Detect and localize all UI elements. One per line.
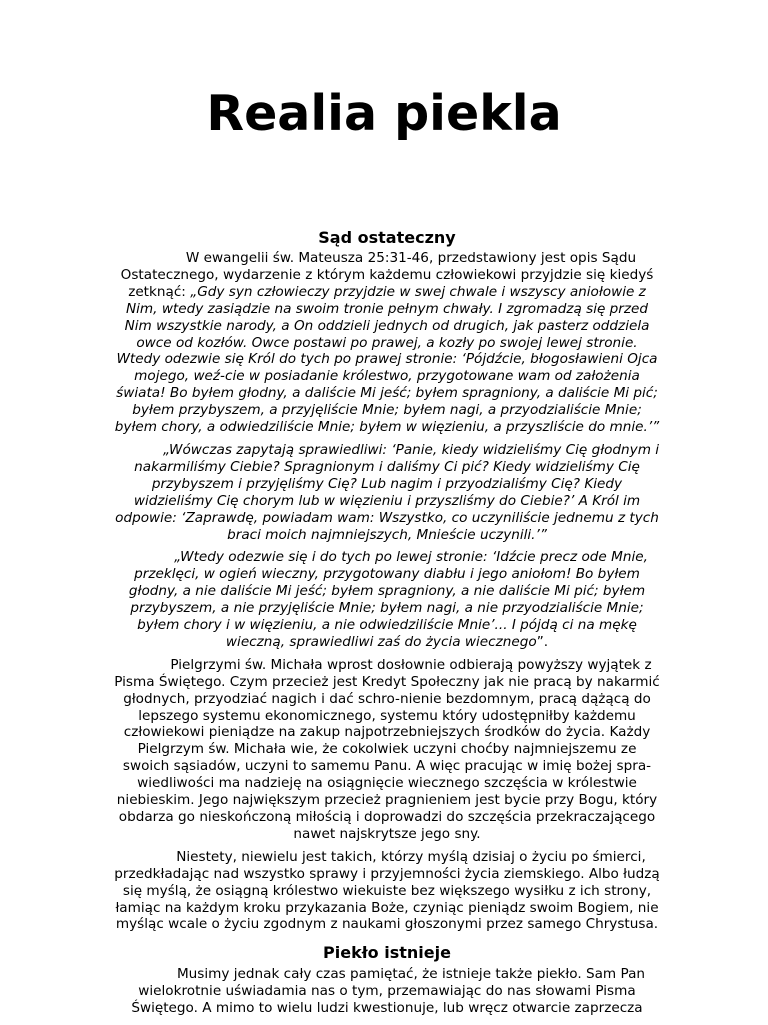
gospel-quote: „Gdy syn człowieczy przyjdzie w swej chwale i wszyscy aniołowie z Nim, wtedy zasiądzie na swoim tronie pełnym chwały. I zgromadzą się przed Nim wszystkie narody, a On oddzieli jednych od drugich, jak pasterz oddziela owce od kozłów. Owce postawi po prawej, a kozły po swojej lewej stronie. Wtedy odezwie się Król do tych po prawej stronie: ‘Pójdźcie, błogosławieni Ojca mojego, weź-cie w posiadanie królestwo, przygotowane wam od założenia świata! Bo byłem głodny, a daliście Mi jeść; byłem spragniony, a daliście Mi pić; byłem przybyszem, a przyjęliście Mnie; byłem nagi, a przyodzialiście Mnie; byłem chory, a odwiedziliście Mnie; byłem w więzieniu, a przyszliście do mnie.’” bbox=[114, 283, 660, 436]
document-title: Realia piekla bbox=[206, 85, 562, 142]
paragraph-righteous-question: „Wówczas zapytają sprawiedliwi: ‘Panie, kiedy widzieliśmy Cię głodnym i nakarmiliśmy Ciebie? Spragnionym i daliśmy Ci pić? Kiedy widzieliśmy Cię przybyszem i przyjęliśmy Cię? Lub nagim i przyodzialiśmy Cię? Kiedy widzieliśmy Cię chorym lub w więzieniu i przyszliśmy do Ciebie?’ A Król im odpowie: ‘Zaprawdę, powiadam wam: Wszystko, co uczyniliście jednemu z tych braci moich najmniejszych, Mnieście uczynili.’” bbox=[115, 441, 660, 543]
document-body bbox=[114, 228, 660, 1025]
paragraph-few-think: Niestety, niewielu jest takich, którzy myślą dzisiaj o życiu po śmierci, przedkładając nad wszystko sprawy i przyjemności życia ziemskiego. Albo łudzą się myślą, że osiągną królestwo wiekuiste bez większego wysiłku z ich strony, łamiąc na każdym kroku przykazania Boże, czyniąc pieniądz swoim Bogiem, nie myśląc wcale o życiu zgodnym z naukami głoszonymi przez samego Chrystusa. bbox=[114, 848, 660, 933]
left-side-quote-end: ”. bbox=[536, 633, 549, 650]
paragraph-intro-text: W ewangelii św. Mateusza 25:31-46, przedstawiony jest opis Sądu Ostatecznego, wydarzenie z którym każdemu człowiekowi przyjdzie się kiedyś zetknąć: bbox=[120, 250, 654, 300]
section-heading-sad-ostateczny: Sąd ostateczny bbox=[318, 228, 456, 247]
paragraph-left-side bbox=[114, 549, 660, 650]
paragraph-hell-exists: Musimy jednak cały czas pamiętać, że istnieje także piekło. Sam Pan wielokrotnie uświadamia nas o tym, przemawiając do nas słowami Pisma Świętego. A mimo to wielu ludzi kwestionuje, lub wręcz otwarcie zaprzecza bbox=[131, 966, 646, 1017]
section-heading-pieklo-istnieje: Piekło istnieje bbox=[323, 943, 451, 963]
left-side-quote: „Wtedy odezwie się i do tych po lewej stronie: ‘Idźcie precz ode Mnie, przeklęci, w ogień wieczny, przygotowany diabłu i jego aniołom! Bo byłem głodny, a nie daliście Mi jeść; byłem spragniony, a nie daliście Mi pić; byłem przybyszem, a nie przyjęliście Mnie; byłem nagi, a nie przyodzialiście Mnie; byłem chory i w więzieniu, a nie odwiedziliście Mnie’... I pójdą ci na mękę wieczną, sprawiedliwi zaś do życia wiecznego bbox=[128, 549, 648, 650]
paragraph-pilgrims: Pielgrzymi św. Michała wprost dosłownie odbierają powyższy wyjątek z Pisma Świętego. Czym przecież jest Kredyt Społeczny jak nie pracą by nakarmić głodnych, przyodziać nagich i dać schro-nienie bezdomnym, pracą dążącą do lepszego systemu ekonomicznego, systemu który udostępniłby każdemu człowiekowi pieniądze na zakup najpotrzebniejszych środków do życia. Każdy Pielgrzym św. Michała wie, że cokolwiek uczyni choćby najmniejszemu ze swoich sąsiadów, uczyni to samemu Panu. A więc pracując w imię bożej spra-wiedliwości ma nadzieję na osiągnięcie wiecznego szczęścia w królestwie niebieskim. Jego największym przecież pragnieniem jest bycie przy Bogu, który obdarza go nieskończoną miłością i doprowadzi do szczęścia przekraczającego nawet najskrytsze jego sny. bbox=[114, 656, 660, 842]
paragraph-intro bbox=[114, 250, 660, 436]
